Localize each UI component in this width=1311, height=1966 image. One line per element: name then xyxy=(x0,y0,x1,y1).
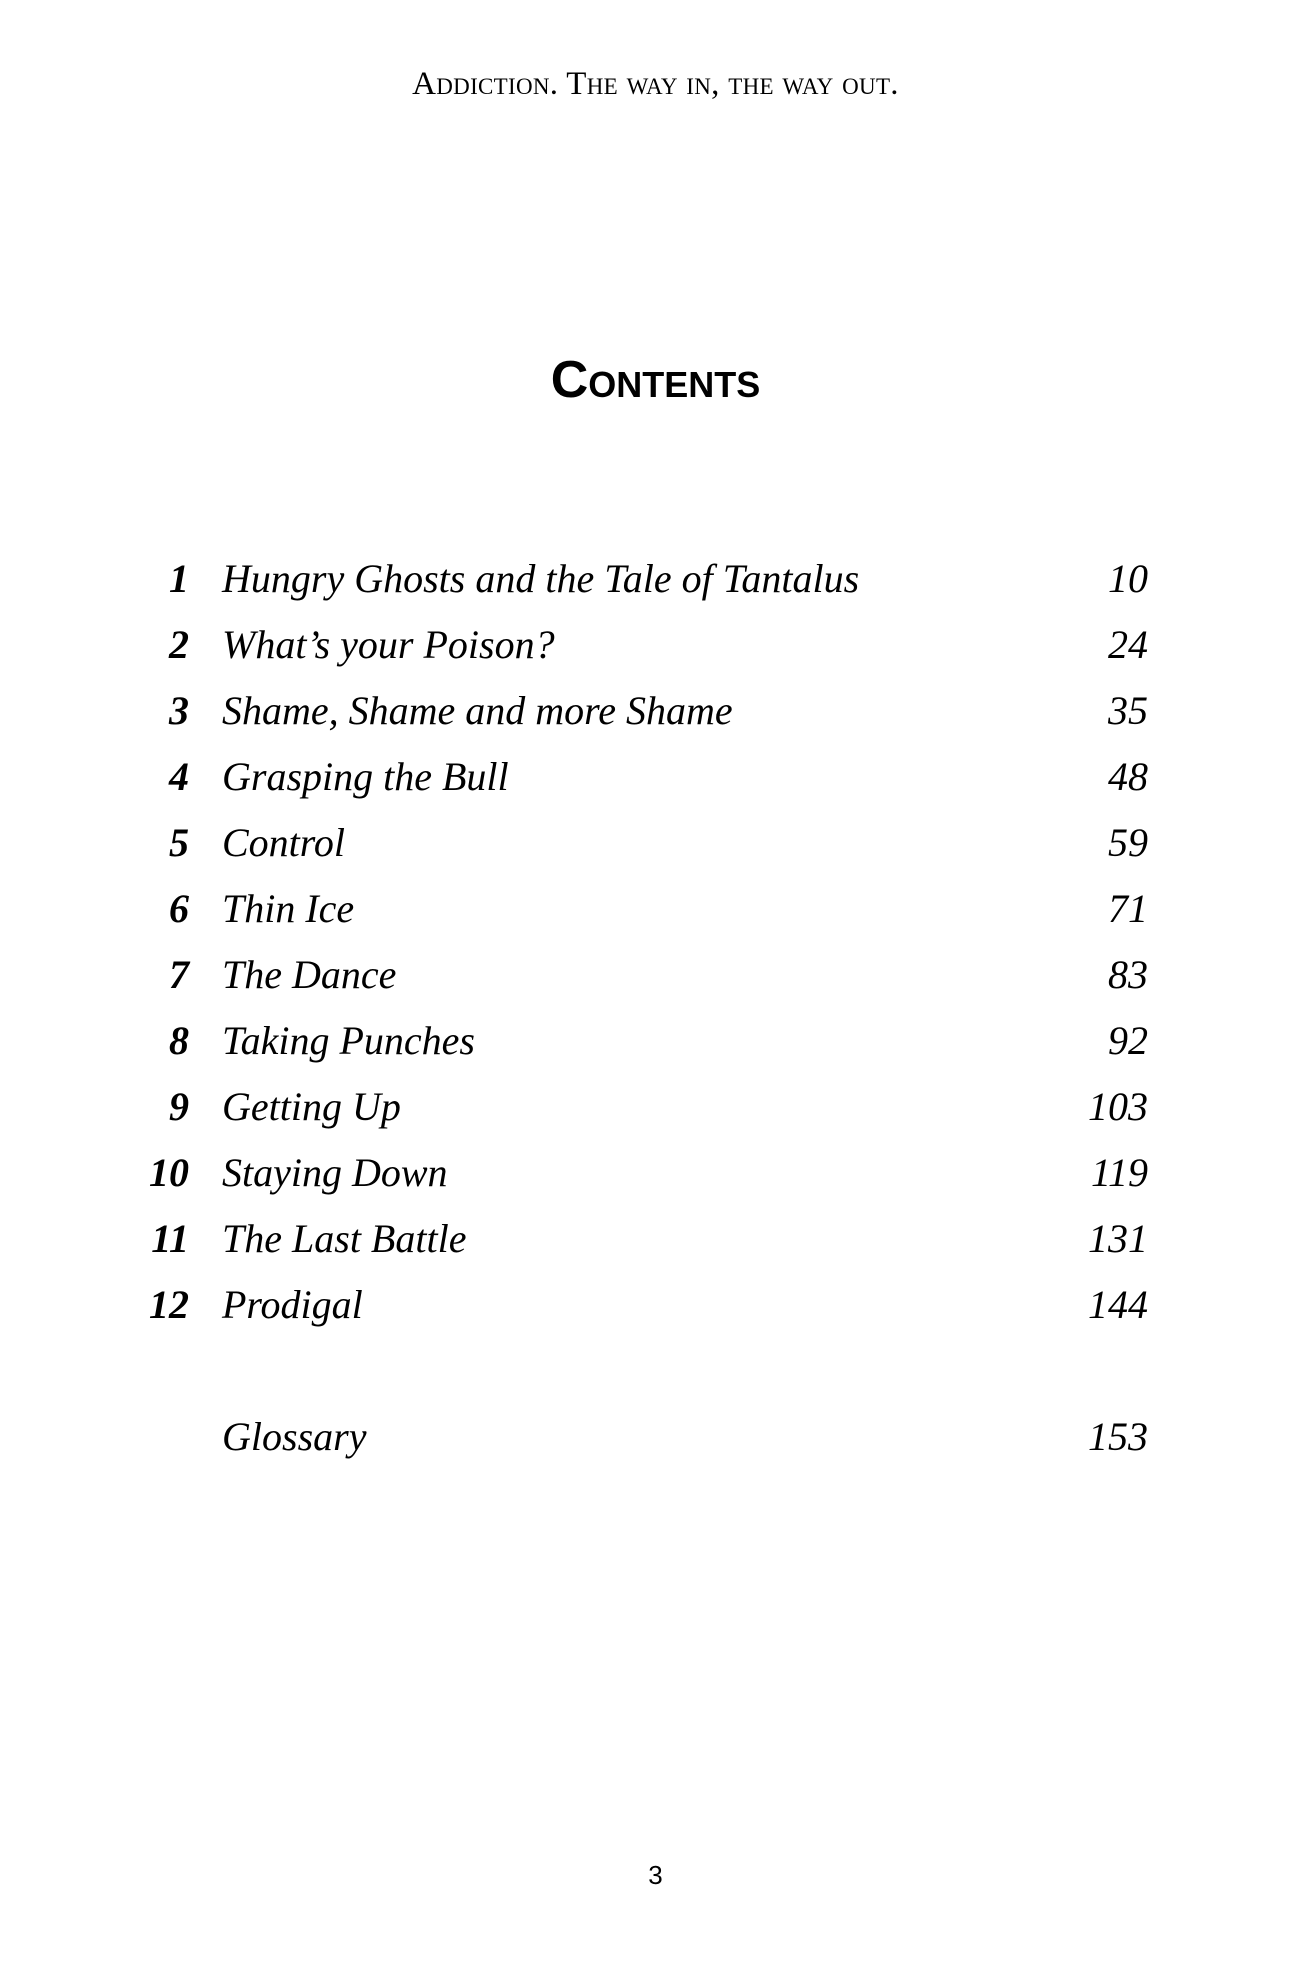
chapter-number: 6 xyxy=(169,886,189,931)
page-reference: 71 xyxy=(1108,886,1148,931)
toc-entry xyxy=(0,678,1311,744)
toc-entry xyxy=(0,744,1311,810)
chapter-title: Hungry Ghosts and the Tale of Tantalus xyxy=(222,556,860,601)
chapter-title: Shame, Shame and more Shame xyxy=(222,688,733,733)
table-of-contents xyxy=(0,546,1311,1470)
chapter-number: 3 xyxy=(169,688,189,733)
chapter-title: What’s your Poison? xyxy=(222,622,555,667)
page-reference: 103 xyxy=(1088,1084,1148,1129)
chapter-title: Prodigal xyxy=(222,1282,363,1327)
chapter-title: The Dance xyxy=(222,952,397,997)
page-reference: 24 xyxy=(1108,622,1148,667)
running-header: Addiction. The way in, the way out. xyxy=(412,66,899,102)
page-reference: 153 xyxy=(1088,1414,1148,1459)
page-reference: 10 xyxy=(1108,556,1148,601)
chapter-number: 2 xyxy=(169,622,189,667)
toc-entry xyxy=(0,546,1311,612)
chapter-title: Grasping the Bull xyxy=(222,754,509,799)
chapter-title: The Last Battle xyxy=(222,1216,467,1261)
page-reference: 131 xyxy=(1088,1216,1148,1261)
chapter-title: Getting Up xyxy=(222,1084,401,1129)
chapter-number: 11 xyxy=(151,1216,189,1261)
page-reference: 92 xyxy=(1108,1018,1148,1063)
toc-entry xyxy=(0,942,1311,1008)
toc-entry xyxy=(0,612,1311,678)
page-reference: 144 xyxy=(1088,1282,1148,1327)
page-number: 3 xyxy=(648,1860,663,1890)
page-title: Contents xyxy=(550,351,761,409)
chapter-number: 1 xyxy=(169,556,189,601)
chapter-number: 12 xyxy=(149,1282,189,1327)
toc-entry xyxy=(0,876,1311,942)
toc-spacer xyxy=(0,1338,1311,1404)
chapter-title: Staying Down xyxy=(222,1150,448,1195)
toc-entry xyxy=(0,1272,1311,1338)
chapter-number: 4 xyxy=(169,754,189,799)
toc-entry xyxy=(0,810,1311,876)
chapter-title: Control xyxy=(222,820,345,865)
page-reference: 48 xyxy=(1108,754,1148,799)
toc-entry xyxy=(0,1140,1311,1206)
page-reference: 83 xyxy=(1108,952,1148,997)
page-reference: 119 xyxy=(1090,1150,1148,1195)
chapter-number: 10 xyxy=(149,1150,189,1195)
page-reference: 35 xyxy=(1108,688,1148,733)
chapter-number: 7 xyxy=(169,952,189,997)
toc-entry xyxy=(0,1008,1311,1074)
chapter-number: 8 xyxy=(169,1018,189,1063)
back-matter-title: Glossary xyxy=(222,1414,367,1459)
toc-entry-glossary xyxy=(0,1404,1311,1470)
toc-entry xyxy=(0,1206,1311,1272)
page-reference: 59 xyxy=(1108,820,1148,865)
chapter-number: 5 xyxy=(169,820,189,865)
chapter-title: Thin Ice xyxy=(222,886,355,931)
chapter-title: Taking Punches xyxy=(222,1018,475,1063)
chapter-number: 9 xyxy=(169,1084,189,1129)
toc-entry xyxy=(0,1074,1311,1140)
